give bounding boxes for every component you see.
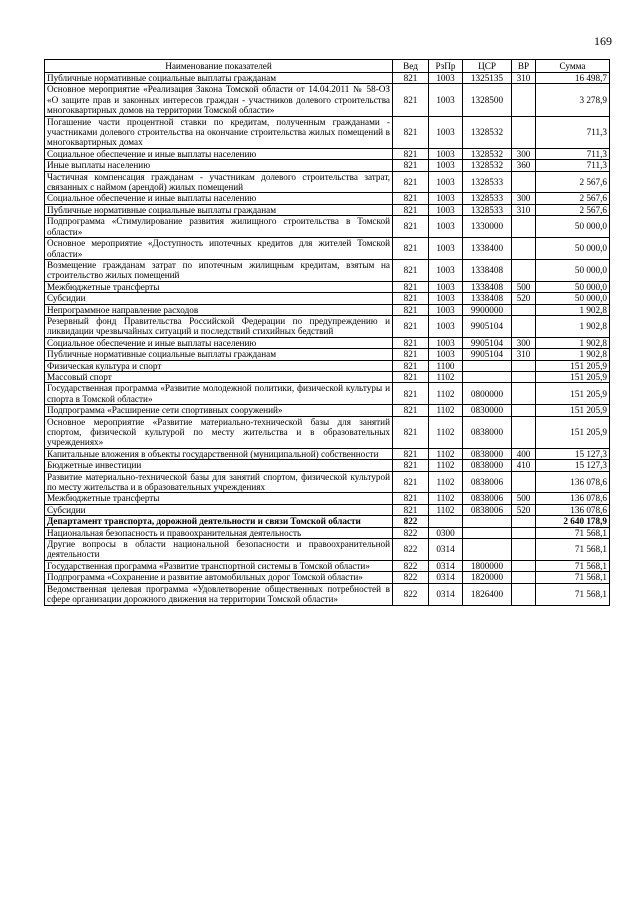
row-rzpr: 0314: [429, 560, 463, 571]
row-ved: 821: [393, 116, 429, 148]
table-row: [45, 160, 610, 171]
row-rzpr: 1003: [429, 204, 463, 215]
row-name: Государственная программа «Развитие молодежной политики, физической культуры и спорта в Томской области»: [45, 383, 393, 405]
row-ved: 821: [393, 315, 429, 337]
row-csr: 1328533: [463, 171, 512, 193]
row-csr: 1338408: [463, 281, 512, 292]
row-ved: 821: [393, 416, 429, 448]
header-csr: ЦСР: [463, 60, 512, 73]
row-rzpr: 1003: [429, 160, 463, 171]
row-vr: [512, 116, 536, 148]
row-vr: [512, 527, 536, 538]
table-body: [45, 73, 610, 606]
row-ved: 822: [393, 560, 429, 571]
row-ved: 821: [393, 73, 429, 84]
table-row: [45, 193, 610, 204]
header-ved: Вед: [393, 60, 429, 73]
row-csr: 9905104: [463, 315, 512, 337]
row-sum: 71 568,1: [536, 583, 610, 605]
table-row: [45, 360, 610, 371]
row-sum: 151 205,9: [536, 371, 610, 382]
row-rzpr: 1003: [429, 315, 463, 337]
row-csr: [463, 539, 512, 561]
row-vr: 410: [512, 460, 536, 471]
row-vr: 520: [512, 504, 536, 515]
row-rzpr: 1003: [429, 281, 463, 292]
header-sum: Сумма: [536, 60, 610, 73]
row-name: Частичная компенсация гражданам - участникам долевого строительства затрат, связанных с наймом (арендой) жилых помещений: [45, 171, 393, 193]
row-csr: 1328533: [463, 193, 512, 204]
table-row: [45, 416, 610, 448]
row-rzpr: 1003: [429, 116, 463, 148]
row-rzpr: 0314: [429, 572, 463, 583]
row-name: Массовый спорт: [45, 371, 393, 382]
row-name: Ведомственная целевая программа «Удовлетворение общественных потребностей в сфере организации дорожного движения на территории Томской области»: [45, 583, 393, 605]
row-vr: [512, 371, 536, 382]
row-vr: 500: [512, 493, 536, 504]
table-row: [45, 371, 610, 382]
row-name: Другие вопросы в области национальной безопасности и правоохранительной деятельности: [45, 539, 393, 561]
row-vr: [512, 572, 536, 583]
row-ved: 821: [393, 405, 429, 416]
row-name: Основное мероприятие «Доступность ипотечных кредитов для жителей Томской области»: [45, 238, 393, 260]
row-csr: 0838000: [463, 460, 512, 471]
row-name: Физическая культура и спорт: [45, 360, 393, 371]
row-rzpr: 1102: [429, 383, 463, 405]
row-vr: 360: [512, 160, 536, 171]
row-sum: 50 000,0: [536, 293, 610, 304]
row-sum: 50 000,0: [536, 238, 610, 260]
row-csr: [463, 527, 512, 538]
row-csr: 1338408: [463, 293, 512, 304]
row-vr: [512, 583, 536, 605]
row-rzpr: 0300: [429, 527, 463, 538]
row-csr: 0800000: [463, 383, 512, 405]
row-vr: [512, 471, 536, 493]
row-ved: 821: [393, 293, 429, 304]
table-row: [45, 448, 610, 459]
row-name: Субсидии: [45, 293, 393, 304]
header-rzpr: РзПр: [429, 60, 463, 73]
table-row: [45, 171, 610, 193]
row-csr: 1338408: [463, 259, 512, 281]
table-row: [45, 216, 610, 238]
row-name: Публичные нормативные социальные выплаты гражданам: [45, 349, 393, 360]
row-rzpr: 1003: [429, 216, 463, 238]
row-sum: 136 078,6: [536, 504, 610, 515]
table-row: [45, 281, 610, 292]
row-rzpr: 1003: [429, 293, 463, 304]
row-name: Социальное обеспечение и иные выплаты населению: [45, 337, 393, 348]
row-csr: 1328532: [463, 160, 512, 171]
row-sum: 3 278,9: [536, 84, 610, 116]
table-header-row: [45, 60, 610, 73]
row-vr: [512, 383, 536, 405]
row-sum: 711,3: [536, 116, 610, 148]
row-vr: [512, 560, 536, 571]
row-rzpr: 1102: [429, 493, 463, 504]
row-csr: 1328533: [463, 204, 512, 215]
row-ved: 822: [393, 539, 429, 561]
table-row: [45, 73, 610, 84]
table-row: [45, 572, 610, 583]
row-vr: 500: [512, 281, 536, 292]
row-name: Межбюджетные трансферты: [45, 493, 393, 504]
row-name: Основное мероприятие «Развитие материально-технической базы для занятий спортом, физической культурой по месту жительства и в образовательных учреждениях»: [45, 416, 393, 448]
row-name: Капитальные вложения в объекты государственной (муниципальной) собственности: [45, 448, 393, 459]
table-row: [45, 383, 610, 405]
row-rzpr: 1003: [429, 171, 463, 193]
row-vr: [512, 360, 536, 371]
table-row: [45, 84, 610, 116]
row-rzpr: 1003: [429, 193, 463, 204]
table-row: [45, 238, 610, 260]
row-csr: 1826400: [463, 583, 512, 605]
row-ved: 821: [393, 371, 429, 382]
row-name: Бюджетные инвестиции: [45, 460, 393, 471]
row-vr: [512, 238, 536, 260]
row-sum: 71 568,1: [536, 560, 610, 571]
table-row: [45, 560, 610, 571]
row-csr: 1330000: [463, 216, 512, 238]
row-vr: 310: [512, 349, 536, 360]
table-row: [45, 405, 610, 416]
header-name: Наименование показателей: [45, 60, 393, 73]
row-sum: 1 902,8: [536, 349, 610, 360]
page-number: 169: [594, 34, 612, 48]
row-sum: 50 000,0: [536, 259, 610, 281]
row-rzpr: 0314: [429, 583, 463, 605]
row-sum: 15 127,3: [536, 460, 610, 471]
row-ved: 821: [393, 504, 429, 515]
row-vr: 300: [512, 193, 536, 204]
row-rzpr: 1102: [429, 460, 463, 471]
row-ved: 822: [393, 527, 429, 538]
row-ved: 822: [393, 583, 429, 605]
row-vr: 520: [512, 293, 536, 304]
row-ved: 822: [393, 516, 429, 527]
row-name: Подпрограмма «Стимулирование развития жилищного строительства в Томской области»: [45, 216, 393, 238]
row-ved: 821: [393, 493, 429, 504]
row-rzpr: 1003: [429, 259, 463, 281]
row-csr: 0838006: [463, 471, 512, 493]
row-vr: [512, 416, 536, 448]
row-ved: 821: [393, 304, 429, 315]
table-row: [45, 527, 610, 538]
row-name: Публичные нормативные социальные выплаты гражданам: [45, 204, 393, 215]
row-vr: [512, 216, 536, 238]
row-vr: [512, 315, 536, 337]
row-vr: [512, 539, 536, 561]
row-ved: 821: [393, 349, 429, 360]
row-sum: 2 640 178,9: [536, 516, 610, 527]
row-rzpr: 0314: [429, 539, 463, 561]
row-vr: [512, 405, 536, 416]
row-csr: [463, 516, 512, 527]
row-rzpr: 1003: [429, 304, 463, 315]
row-vr: 310: [512, 73, 536, 84]
row-name: Социальное обеспечение и иные выплаты населению: [45, 193, 393, 204]
row-rzpr: 1102: [429, 371, 463, 382]
row-rzpr: 1102: [429, 416, 463, 448]
row-sum: 71 568,1: [536, 572, 610, 583]
row-name: Иные выплаты населению: [45, 160, 393, 171]
row-ved: 821: [393, 193, 429, 204]
row-sum: 71 568,1: [536, 527, 610, 538]
row-csr: 9905104: [463, 349, 512, 360]
row-rzpr: 1100: [429, 360, 463, 371]
row-sum: 50 000,0: [536, 216, 610, 238]
row-rzpr: 1102: [429, 504, 463, 515]
table-row: [45, 304, 610, 315]
row-sum: 1 902,8: [536, 315, 610, 337]
row-csr: 0838000: [463, 448, 512, 459]
table-row: [45, 460, 610, 471]
table-row: [45, 116, 610, 148]
header-vr: ВР: [512, 60, 536, 73]
row-name: Подпрограмма «Расширение сети спортивных сооружений»: [45, 405, 393, 416]
row-sum: 711,3: [536, 148, 610, 159]
row-name: Развитие материально-технической базы для занятий спортом, физической культурой по месту жительства и в образовательных учреждениях: [45, 471, 393, 493]
row-name: Погашение части процентной ставки по кредитам, полученным гражданами - участниками долевого строительства на окончание строительства жилых помещений в многоквартирных домах: [45, 116, 393, 148]
row-ved: 821: [393, 171, 429, 193]
row-csr: [463, 371, 512, 382]
row-ved: 821: [393, 448, 429, 459]
table-row: [45, 148, 610, 159]
row-sum: 71 568,1: [536, 539, 610, 561]
row-sum: 50 000,0: [536, 281, 610, 292]
row-rzpr: 1003: [429, 238, 463, 260]
row-csr: 0830000: [463, 405, 512, 416]
row-sum: 1 902,8: [536, 304, 610, 315]
row-vr: [512, 304, 536, 315]
row-csr: 1325135: [463, 73, 512, 84]
row-rzpr: 1003: [429, 84, 463, 116]
row-name: Резервный фонд Правительства Российской Федерации по предупреждению и ликвидации чрезвычайных ситуаций и последствий стихийных бедствий: [45, 315, 393, 337]
row-csr: 0838000: [463, 416, 512, 448]
row-vr: [512, 84, 536, 116]
row-rzpr: 1102: [429, 448, 463, 459]
row-vr: 400: [512, 448, 536, 459]
row-rzpr: [429, 516, 463, 527]
row-name: Непрограммное направление расходов: [45, 304, 393, 315]
row-sum: 15 127,3: [536, 448, 610, 459]
row-csr: 9900000: [463, 304, 512, 315]
row-ved: 821: [393, 383, 429, 405]
row-ved: 822: [393, 572, 429, 583]
table-row: [45, 204, 610, 215]
row-name: Основное мероприятие «Реализация Закона Томской области от 14.04.2011 № 58-ОЗ «О защите прав и законных интересов граждан - участников долевого строительства многоквартирных домов на территории Томской области»: [45, 84, 393, 116]
row-csr: 1328532: [463, 116, 512, 148]
row-csr: 1820000: [463, 572, 512, 583]
table-row: [45, 315, 610, 337]
row-name: Государственная программа «Развитие транспортной системы в Томской области»: [45, 560, 393, 571]
row-name: Возмещение гражданам затрат по ипотечным жилищным кредитам, взятым на строительство жилых помещений: [45, 259, 393, 281]
row-sum: 2 567,6: [536, 193, 610, 204]
table-row: [45, 516, 610, 527]
row-csr: 1328500: [463, 84, 512, 116]
row-vr: [512, 171, 536, 193]
row-ved: 821: [393, 259, 429, 281]
row-sum: 136 078,6: [536, 493, 610, 504]
table-row: [45, 493, 610, 504]
row-ved: 821: [393, 471, 429, 493]
row-rzpr: 1003: [429, 349, 463, 360]
table-row: [45, 259, 610, 281]
row-sum: 16 498,7: [536, 73, 610, 84]
row-sum: 136 078,6: [536, 471, 610, 493]
row-name: Подпрограмма «Сохранение и развитие автомобильных дорог Томской области»: [45, 572, 393, 583]
row-csr: [463, 360, 512, 371]
table-row: [45, 539, 610, 561]
table-row: [45, 349, 610, 360]
table-row: [45, 337, 610, 348]
table-row: [45, 293, 610, 304]
row-sum: 151 205,9: [536, 405, 610, 416]
row-rzpr: 1102: [429, 471, 463, 493]
row-vr: [512, 259, 536, 281]
row-ved: 821: [393, 216, 429, 238]
row-csr: 1328532: [463, 148, 512, 159]
row-rzpr: 1003: [429, 148, 463, 159]
row-vr: 300: [512, 337, 536, 348]
row-csr: 0838006: [463, 504, 512, 515]
budget-table: [44, 59, 610, 606]
row-name: Межбюджетные трансферты: [45, 281, 393, 292]
row-ved: 821: [393, 160, 429, 171]
row-sum: 151 205,9: [536, 383, 610, 405]
row-ved: 821: [393, 360, 429, 371]
row-csr: 0838006: [463, 493, 512, 504]
row-sum: 151 205,9: [536, 416, 610, 448]
row-rzpr: 1003: [429, 73, 463, 84]
row-ved: 821: [393, 204, 429, 215]
row-sum: 2 567,6: [536, 204, 610, 215]
table-row: [45, 583, 610, 605]
row-rzpr: 1102: [429, 405, 463, 416]
row-sum: 2 567,6: [536, 171, 610, 193]
table-row: [45, 504, 610, 515]
row-sum: 151 205,9: [536, 360, 610, 371]
row-csr: 9905104: [463, 337, 512, 348]
row-vr: 310: [512, 204, 536, 215]
row-ved: 821: [393, 84, 429, 116]
row-sum: 1 902,8: [536, 337, 610, 348]
row-name: Субсидии: [45, 504, 393, 515]
row-name: Социальное обеспечение и иные выплаты населению: [45, 148, 393, 159]
row-ved: 821: [393, 460, 429, 471]
row-ved: 821: [393, 238, 429, 260]
row-name: Публичные нормативные социальные выплаты гражданам: [45, 73, 393, 84]
row-ved: 821: [393, 148, 429, 159]
row-rzpr: 1003: [429, 337, 463, 348]
row-name: Национальная безопасность и правоохранительная деятельность: [45, 527, 393, 538]
row-ved: 821: [393, 337, 429, 348]
row-sum: 711,3: [536, 160, 610, 171]
row-name: Департамент транспорта, дорожной деятельности и связи Томской области: [45, 516, 393, 527]
table-row: [45, 471, 610, 493]
row-vr: 300: [512, 148, 536, 159]
row-vr: [512, 516, 536, 527]
row-csr: 1338400: [463, 238, 512, 260]
row-csr: 1800000: [463, 560, 512, 571]
row-ved: 821: [393, 281, 429, 292]
